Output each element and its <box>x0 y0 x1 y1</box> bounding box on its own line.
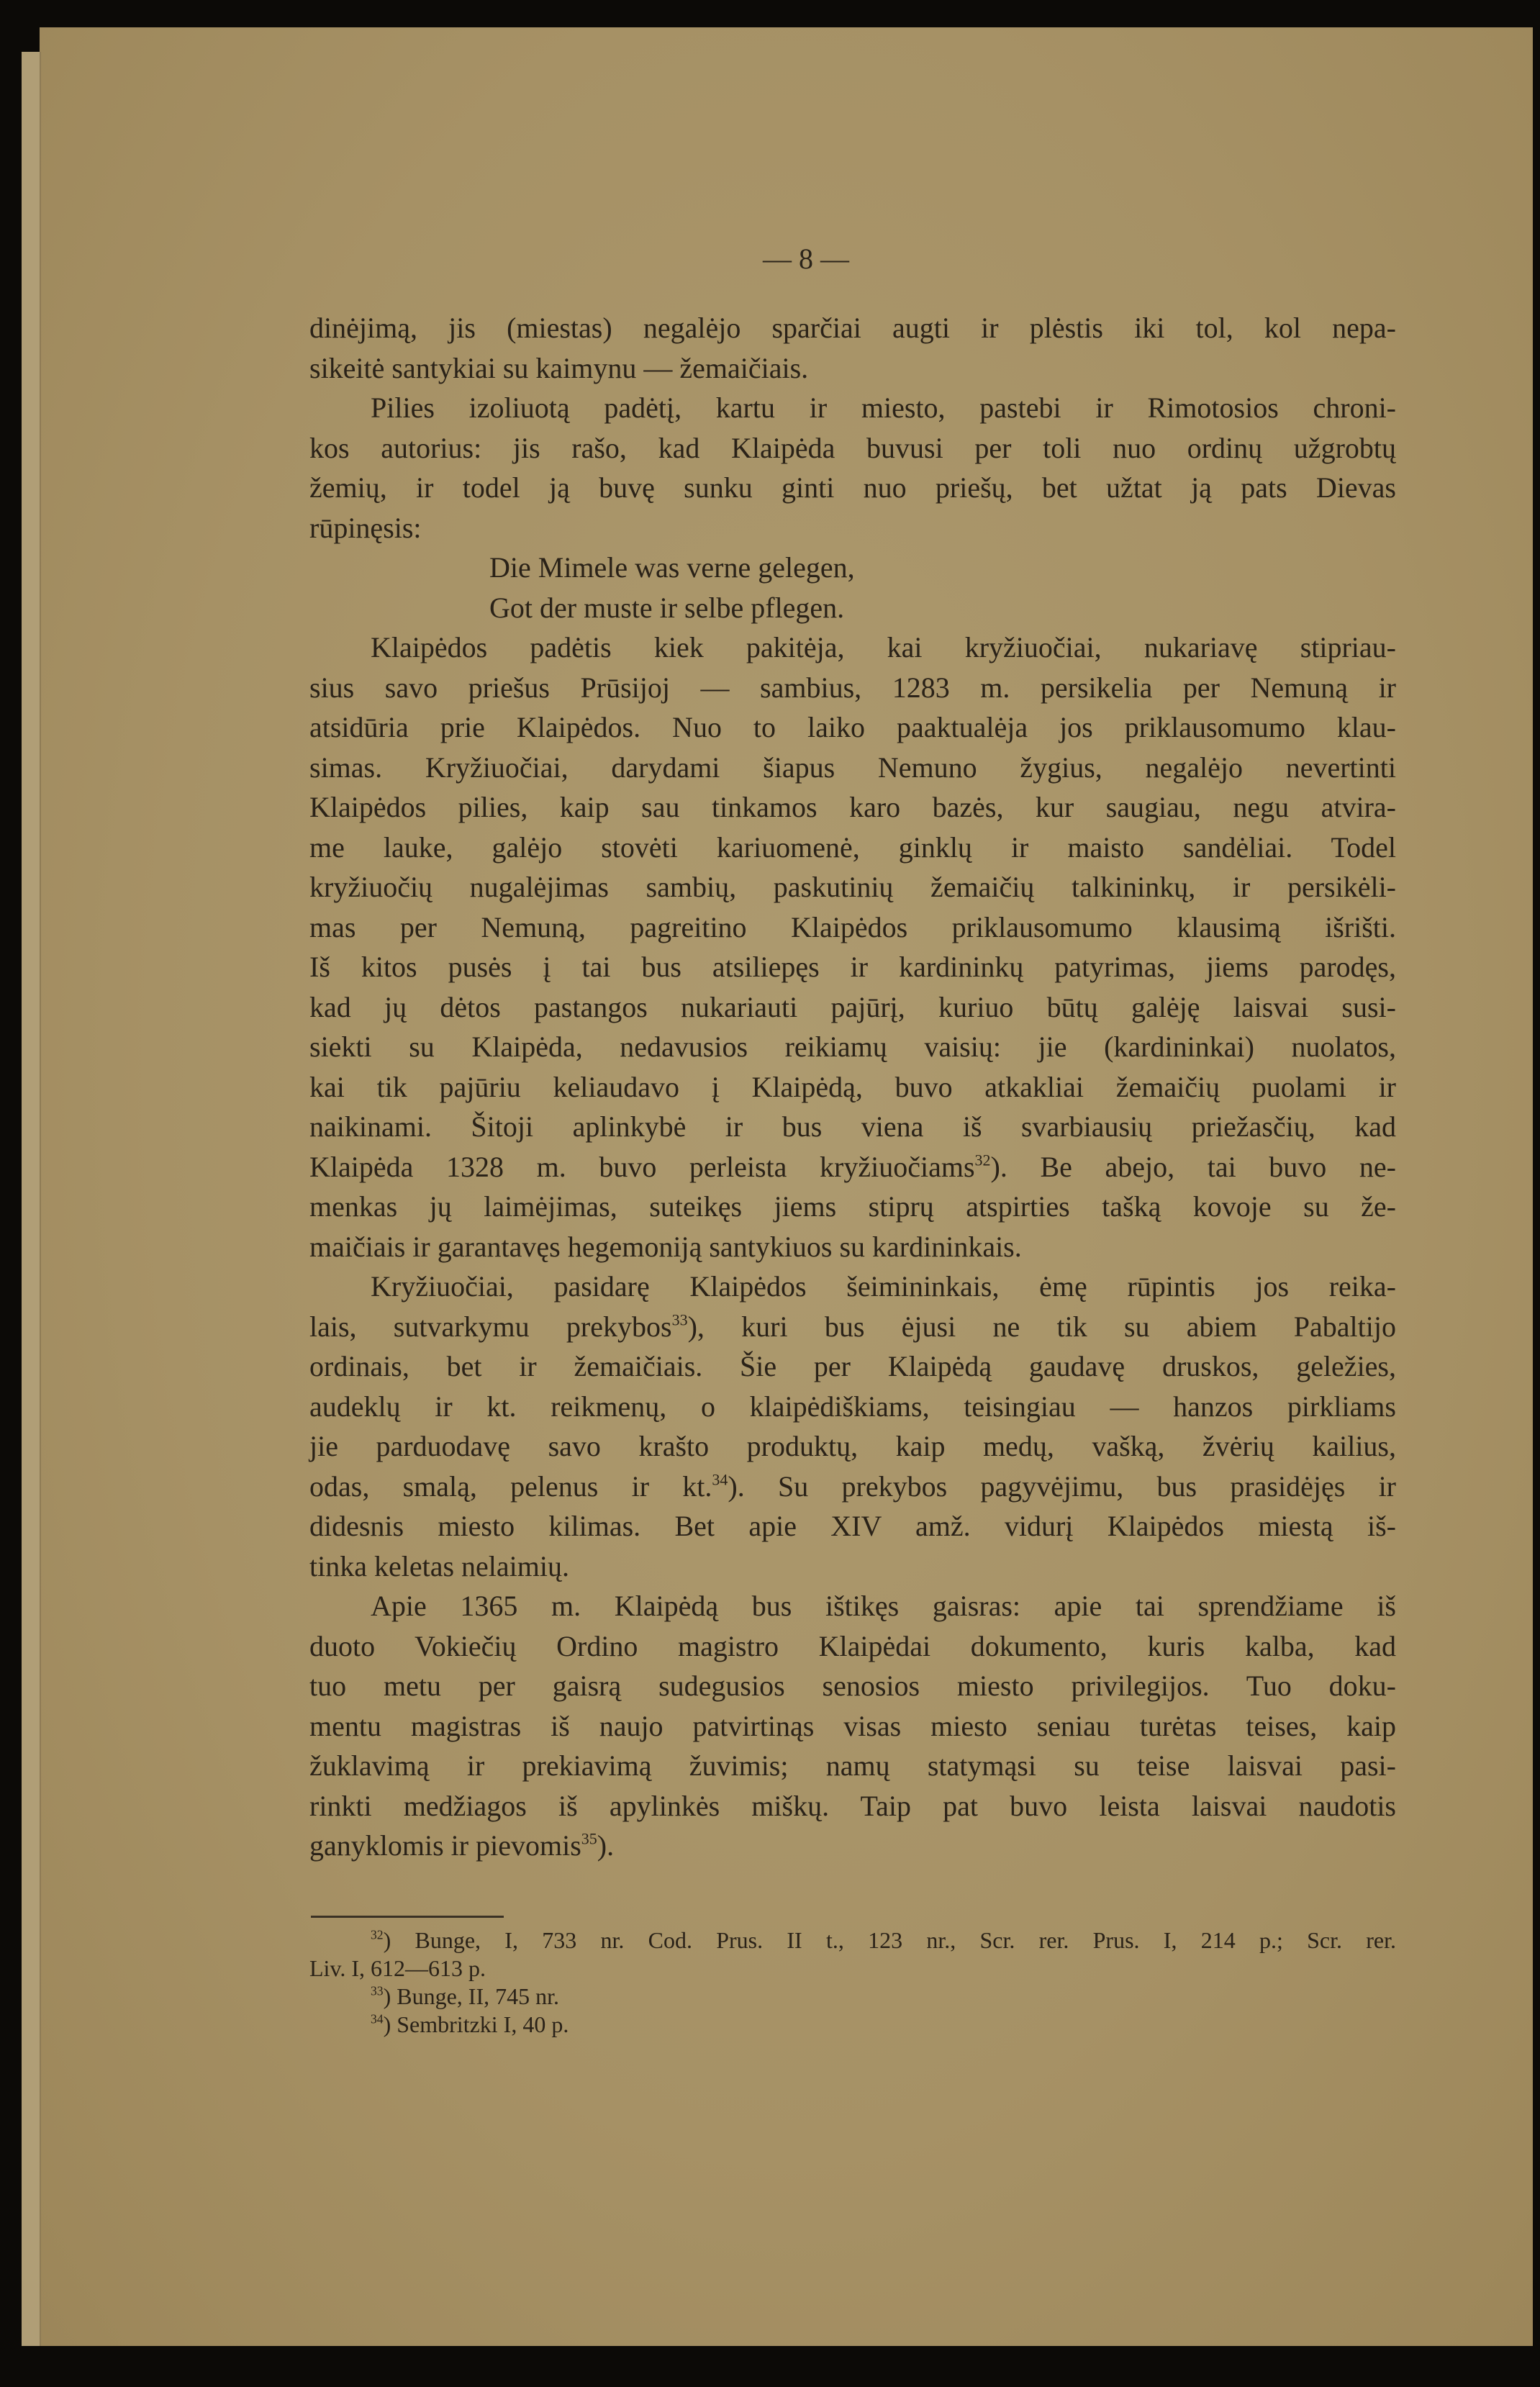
text-segment: kos autorius: jis rašo, kad Klaipėda buvusi per toli nuo ordinų užgrobtų <box>309 431 1396 464</box>
body-text <box>309 308 1396 1866</box>
text-line <box>309 1067 1396 1108</box>
text-segment: ganyklomis ir pievomis <box>309 1829 581 1862</box>
text-segment: maičiais ir garantavęs hegemoniją santykiuos su kardininkais. <box>309 1230 1022 1263</box>
text-segment: audeklų ir kt. reikmenų, o klaipėdiškiams, teisingiau — hanzos pirkliams <box>309 1390 1396 1423</box>
text-line <box>309 707 1396 748</box>
footnote-line <box>309 1955 1396 1983</box>
text-segment: naikinami. Šitoji aplinkybė ir bus viena iš svarbiausių priežasčių, kad <box>309 1110 1396 1143</box>
text-line <box>309 947 1396 987</box>
text-line <box>309 748 1396 788</box>
text-line <box>309 308 1396 348</box>
text-segment: ). <box>597 1829 615 1862</box>
text-segment: duoto Vokiečių Ordino magistro Klaipėdai dokumento, kuris kalba, kad <box>309 1629 1396 1662</box>
text-line <box>309 787 1396 828</box>
footnote-line <box>309 1983 1396 2011</box>
text-line <box>309 348 1396 389</box>
text-line <box>309 1187 1396 1227</box>
text-segment: ) Bunge, I, 733 nr. Cod. Prus. II t., 123 nr., Scr. rer. Prus. I, 214 p.; Scr. rer. <box>383 1927 1396 1953</box>
text-line <box>309 1786 1396 1826</box>
text-line <box>309 987 1396 1028</box>
text-segment: rinkti medžiagos iš apylinkės miškų. Taip pat buvo leista laisvai naudotis <box>309 1789 1396 1822</box>
text-segment: lais, sutvarkymu prekybos <box>309 1310 672 1343</box>
text-line <box>309 1666 1396 1706</box>
footnote-reference: 34 <box>371 2011 384 2026</box>
paragraph <box>309 1267 1396 1586</box>
text-line <box>309 1746 1396 1786</box>
text-line <box>309 508 1396 548</box>
footnote-reference: 34 <box>712 1470 728 1489</box>
text-segment: mentu magistras iš naujo patvirtinąs visas miesto seniau turėtas teises, kaip <box>309 1709 1396 1742</box>
text-segment: Klaipėdos pilies, kaip sau tinkamos karo bazės, kur saugiau, negu atvira- <box>309 791 1396 823</box>
text-line <box>309 1426 1396 1467</box>
paragraph <box>309 1586 1396 1866</box>
paragraph <box>309 628 1396 1267</box>
text-segment: atsidūria prie Klaipėdos. Nuo to laiko paaktualėja jos priklausomumo klau- <box>309 711 1396 743</box>
verse-quote <box>309 548 1396 628</box>
text-segment: Klaipėda 1328 m. buvo perleista kryžiuočiams <box>309 1150 975 1183</box>
text-segment: sius savo priešus Prūsijoj — sambius, 1283 m. persikelia per Nemuną ir <box>309 671 1396 704</box>
text-segment: ). Su prekybos pagyvėjimu, bus prasidėjęs ir <box>728 1469 1397 1503</box>
text-segment: Liv. I, 612—613 p. <box>309 1955 486 1981</box>
text-segment: me lauke, galėjo stovėti kariuomenė, ginklų ir maisto sandėliai. Todel <box>309 830 1396 864</box>
text-line <box>309 668 1396 708</box>
footnote-line <box>309 1926 1396 1955</box>
footnotes <box>309 1926 1396 2039</box>
text-segment: Klaipėdos padėtis kiek pakitėja, kai kryžiuočiai, nukariavę stipriau- <box>371 631 1396 663</box>
footnote-reference: 33 <box>671 1310 688 1329</box>
text-line <box>309 1027 1396 1067</box>
text-segment: Kryžiuočiai, pasidarę Klaipėdos šeimininkais, ėmę rūpintis jos reika- <box>371 1270 1396 1303</box>
footnote-reference: 32 <box>371 1927 384 1942</box>
text-segment: Die Mimele was verne gelegen, <box>489 551 855 584</box>
text-segment: simas. Kryžiuočiai, darydami šiapus Nemuno žygius, negalėjo nevertinti <box>309 751 1396 784</box>
text-segment: Apie 1365 m. Klaipėdą bus ištikęs gaisras: apie tai sprendžiame iš <box>371 1590 1396 1622</box>
text-segment: ). Be abejo, tai buvo ne- <box>990 1150 1396 1183</box>
text-segment: žemių, ir todel ją buvę sunku ginti nuo priešų, bet užtat ją pats Dievas <box>309 471 1396 504</box>
text-segment: Iš kitos pusės į tai bus atsiliepęs ir kardininkų patyrimas, jiems parodęs, <box>309 951 1396 983</box>
text-line <box>309 1147 1396 1187</box>
text-segment: Pilies izoliuotą padėtį, kartu ir miesto, pastebi ir Rimotosios chroni- <box>371 391 1396 424</box>
text-line <box>309 628 1396 668</box>
footnote-reference: 35 <box>581 1829 597 1848</box>
text-segment: menkas jų laimėjimas, suteikęs jiems stiprų atspirties tašką kovoje su že- <box>309 1190 1396 1223</box>
page-binding-strip <box>22 52 41 2346</box>
text-segment: ) Sembritzki I, 40 p. <box>383 2011 569 2037</box>
text-segment: kad jų dėtos pastangos nukariauti pajūrį, kuriuo būtų galėję laisvai susi- <box>309 990 1396 1023</box>
text-line <box>309 867 1396 907</box>
footnote-reference: 32 <box>974 1151 991 1169</box>
footnote-separator <box>311 1916 504 1918</box>
text-line <box>309 1267 1396 1307</box>
footnote-reference: 33 <box>371 1983 384 1998</box>
text-line <box>309 1387 1396 1427</box>
text-segment: sikeitė santykiai su kaimynu — žemaičiais. <box>309 351 809 384</box>
page-number: — 8 — <box>763 243 849 275</box>
text-line <box>309 907 1396 948</box>
text-line <box>309 1307 1396 1347</box>
text-line <box>309 548 1396 588</box>
text-line <box>309 1467 1396 1507</box>
text-segment: mas per Nemuną, pagreitino Klaipėdos priklausomumo klausimą išrišti. <box>309 910 1396 943</box>
text-line <box>309 1586 1396 1626</box>
text-segment: žuklavimą ir prekiavimą žuvimis; namų statymąsi su teise laisvai pasi- <box>309 1749 1396 1782</box>
text-segment: jie parduodavę savo krašto produktų, kaip medų, vašką, žvėrių kailius, <box>309 1430 1396 1462</box>
text-line <box>309 1826 1396 1866</box>
text-line <box>309 1107 1396 1147</box>
text-line <box>309 588 1396 628</box>
text-line <box>309 1506 1396 1546</box>
text-line <box>309 388 1396 428</box>
text-line <box>309 428 1396 468</box>
text-segment: odas, smalą, pelenus ir kt. <box>309 1469 712 1503</box>
text-line <box>309 828 1396 868</box>
footnote-line <box>309 2011 1396 2039</box>
text-line <box>309 1346 1396 1387</box>
paragraph <box>309 388 1396 548</box>
text-line <box>309 1546 1396 1587</box>
text-segment: ), kuri bus ėjusi ne tik su abiem Pabaltijo <box>687 1310 1396 1343</box>
text-segment: dinėjimą, jis (miestas) negalėjo sparčiai augti ir plėstis iki tol, kol nepa- <box>309 312 1396 344</box>
text-line <box>309 1227 1396 1267</box>
text-segment: rūpinęsis: <box>309 511 422 544</box>
paragraph <box>309 308 1396 388</box>
text-segment: tinka keletas nelaimių. <box>309 1549 569 1582</box>
text-segment: siekti su Klaipėda, nedavusios reikiamų vaisių: jie (kardininkai) nuolatos, <box>309 1031 1396 1063</box>
text-segment: Got der muste ir selbe pflegen. <box>489 591 845 624</box>
text-segment: didesnis miesto kilimas. Bet apie XIV amž. vidurį Klaipėdos miestą iš- <box>309 1510 1396 1542</box>
text-line <box>309 468 1396 508</box>
text-segment: kai tik pajūriu keliaudavo į Klaipėdą, buvo atkakliai žemaičių puolami ir <box>309 1070 1396 1103</box>
text-segment: ) Bunge, II, 745 nr. <box>383 1983 559 2009</box>
text-segment: tuo metu per gaisrą sudegusios senosios miesto privilegijos. Tuo doku- <box>309 1670 1396 1702</box>
text-line <box>309 1626 1396 1667</box>
text-line <box>309 1706 1396 1747</box>
text-segment: ordinais, bet ir žemaičiais. Šie per Klaipėdą gaudavę druskos, geležies, <box>309 1350 1396 1382</box>
text-segment: kryžiuočių nugalėjimas sambių, paskutinių žemaičių talkininkų, ir persikėli- <box>309 871 1396 903</box>
